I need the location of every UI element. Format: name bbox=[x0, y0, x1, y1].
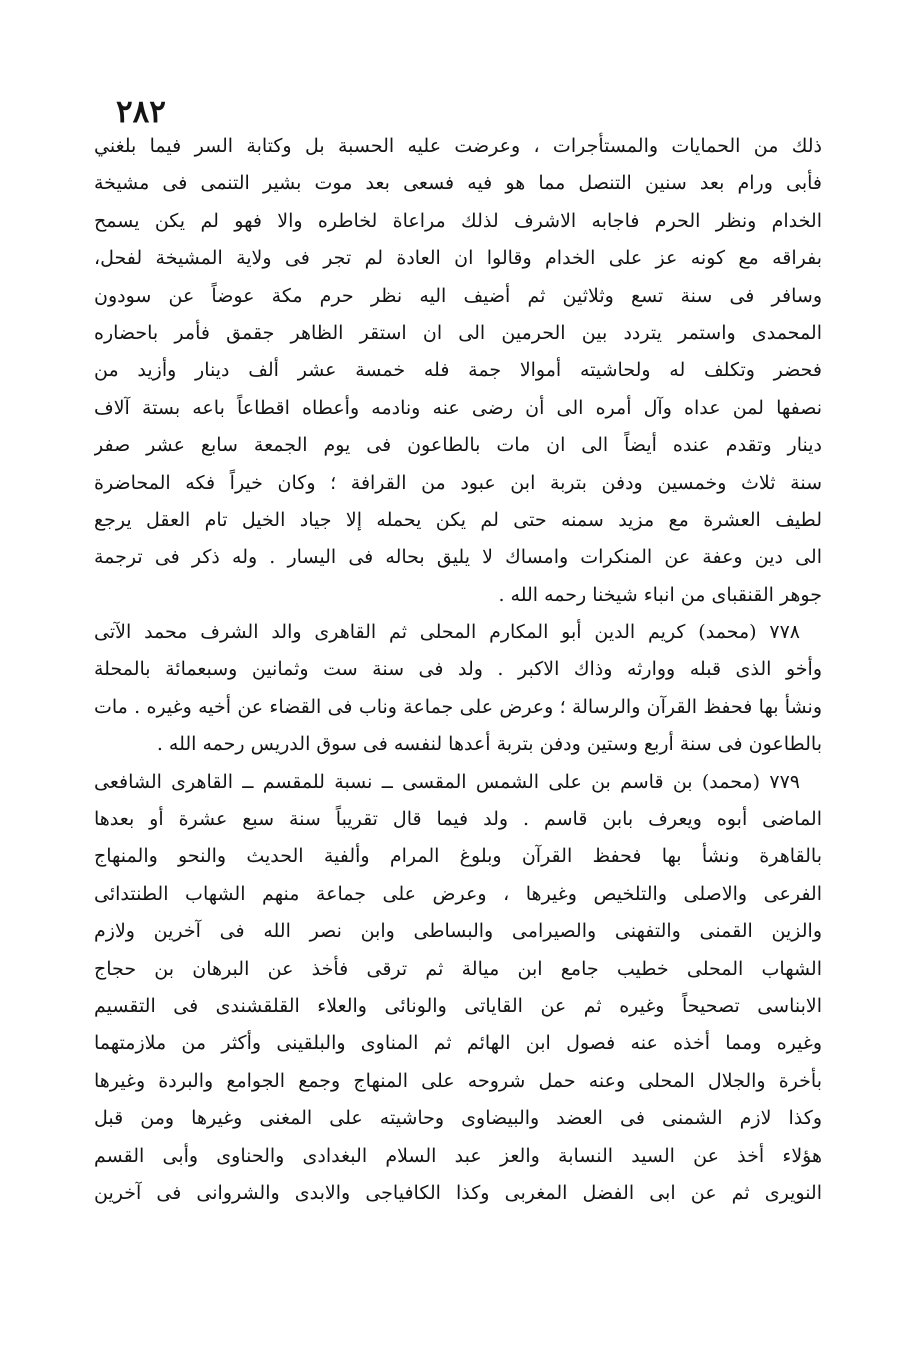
text-line: الماضى أبوه ويعرف بابن قاسم . ولد فيما قال تقريباً سنة سبع عشرة أو بعدها bbox=[94, 808, 822, 831]
text-line: ونشأ بها فحفظ القرآن والرسالة ؛ وعرض على جماعة وناب فى القضاء عن أخيه وغيره . مات bbox=[94, 695, 822, 718]
text-line: الشهاب المحلى خطيب جامع ابن ميالة ثم ترقى فأخذ عن البرهان بن حجاج bbox=[94, 957, 822, 980]
text-line: وسافر فى سنة تسع وثلاثين ثم أضيف اليه نظر حرم مكة عوضاً عن سودون bbox=[94, 284, 822, 307]
text-line: المحمدى واستمر يتردد بين الحرمين الى ان استقر الظاهر جقمق فأمر باحضاره bbox=[94, 321, 822, 344]
text-line: الفرعى والاصلى والتلخيص وغيرها ، وعرض على جماعة منهم الشهاب الطنتدائى bbox=[94, 882, 822, 905]
text-line: الابناسى تصحيحاً وغيره ثم عن القاياتى والونائى والعلاء القلقشندى فى التقسيم bbox=[94, 994, 822, 1017]
text-line: ذلك من الحمايات والمستأجرات ، وعرضت عليه الحسبة بل وكتابة السر فيما بلغني bbox=[94, 135, 822, 157]
text-line: وأخو الذى قبله ووارثه وذاك الاكبر . ولد فى سنة ست وثمانين وسبعمائة بالمحلة bbox=[94, 658, 822, 681]
text-line: الى دين وعفة عن المنكرات وامساك لا يليق بحاله فى اليسار . وله ذكر فى ترجمة bbox=[94, 546, 822, 569]
text-line: بأخرة والجلال المحلى وعنه حمل شروحه على المنهاج وجمع الجوامع والبردة وغيرها bbox=[94, 1069, 822, 1092]
text-line: هؤلاء أخذ عن السيد النسابة والعز عبد السلام البغدادى والحناوى وأبى القسم bbox=[94, 1144, 822, 1167]
text-line: النويرى ثم عن ابى الفضل المغربى وكذا الكافياجى والابدى والشروانى فى آخرين bbox=[94, 1181, 822, 1204]
text-line: وغيره ومما أخذه عنه فصول ابن الهائم ثم المناوى والبلقينى وأكثر من ملازمتهما bbox=[94, 1032, 822, 1055]
text-line: الخدام ونظر الحرم فاجابه الاشرف لذلك مراعاة لخاطره والا فهو لم يكن يسمح bbox=[94, 209, 822, 232]
text-line: نصفها لمن عداه وآل أمره الى أن رضى عنه ونادمه وأعطاه اقطاعاً باعه بستة آلاف bbox=[94, 396, 822, 419]
text-line: جوهر القنقباى من انباء شيخنا رحمه الله . bbox=[498, 583, 822, 606]
body-text bbox=[94, 128, 822, 1212]
text-line: بالطاعون فى سنة أربع وستين ودفن بتربة أعدها لنفسه فى سوق الدريس رحمه الله . bbox=[156, 733, 822, 756]
text-line: ٧٧٩ (محمد) بن قاسم بن على الشمس المقسى ــ نسبة للمقسم ــ القاهرى الشافعى bbox=[94, 770, 800, 793]
text-line: فأبى ورام بعد سنين التنصل مما هو فيه فسعى بعد موت بشير التنمى فى مشيخة bbox=[94, 172, 822, 195]
text-line: لطيف العشرة مع مزيد سمنه حتى لم يكن يحمله إلا جياد الخيل تام العقل يرجع bbox=[94, 508, 822, 531]
text-line: والزين القمنى والتفهنى والصيرامى والبساطى وابن نصر الله فى آخرين ولازم bbox=[94, 920, 822, 943]
text-line: ٧٧٨ (محمد) كريم الدين أبو المكارم المحلى ثم القاهرى والد الشرف محمد الآتى bbox=[94, 621, 800, 644]
text-line: دينار وتقدم عنده أيضاً الى ان مات بالطاعون فى يوم الجمعة سابع عشر صفر bbox=[94, 434, 822, 457]
page-number: ٢٨٢ bbox=[116, 94, 166, 130]
text-line: وكذا لازم الشمنى فى العضد والبيضاوى وحاشيته على المغنى وغيرها ومن قبل bbox=[94, 1107, 822, 1130]
text-line: بفراقه مع كونه عز على الخدام وقالوا ان العادة لم تجر فى ولاية المشيخة لفحل، bbox=[94, 247, 822, 270]
text-line: سنة ثلاث وخمسين ودفن بتربة ابن عبود من القرافة ؛ وكان خيراً فكه المحاضرة bbox=[94, 471, 822, 494]
text-line: بالقاهرة ونشأ بها فحفظ القرآن وبلوغ المرام وألفية الحديث والنحو والمنهاج bbox=[94, 845, 822, 868]
text-line: فحضر وتكلف له ولحاشيته أموالا جمة فله خمسة عشر ألف دينار وأزيد من bbox=[94, 359, 822, 382]
